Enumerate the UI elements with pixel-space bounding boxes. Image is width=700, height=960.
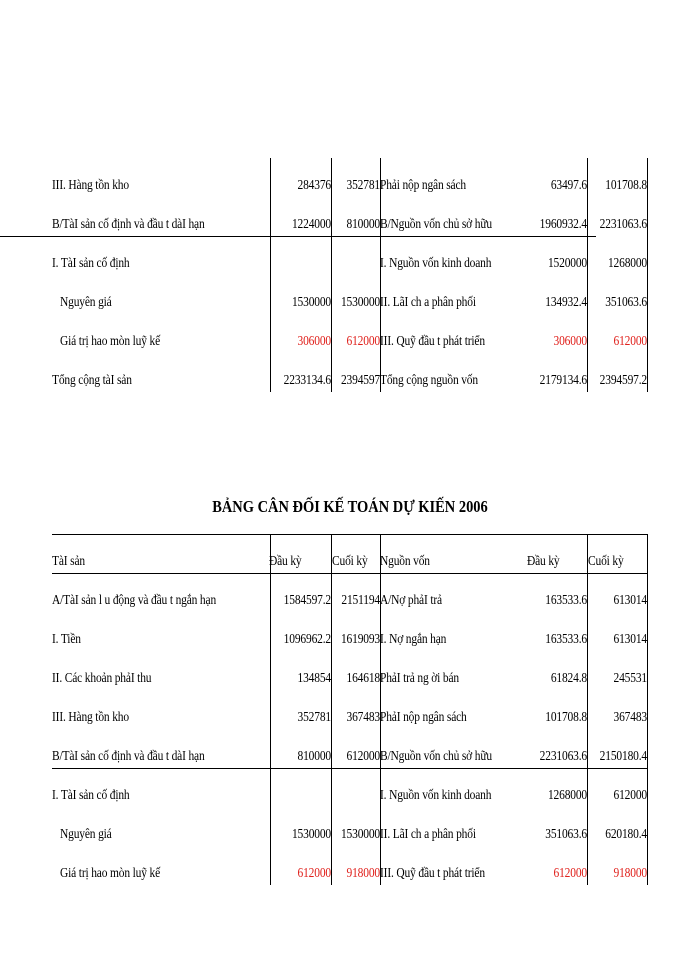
header-begin: Đầu kỳ	[527, 554, 560, 569]
cell-begin: 612000	[553, 866, 587, 881]
cell-begin: 306000	[297, 334, 331, 349]
cell-source-name: Phải nộp ngân sách	[380, 178, 467, 193]
cell-asset-name: Nguyên giá	[60, 827, 112, 842]
cell-source-name: III. Quỹ đầu t phát triển	[380, 866, 485, 881]
cell-source-name: II. LãI ch a phân phối	[380, 827, 476, 842]
table-row	[52, 729, 648, 768]
cell-begin: 134932.4	[545, 295, 587, 310]
cell-source-name: I. Nợ ngắn hạn	[380, 632, 447, 647]
cell-asset-name: B/TàI sản cố định và đầu t dàI hạn	[52, 749, 205, 764]
cell-begin: 1530000	[291, 827, 331, 842]
cell-source-name: B/Nguồn vốn chủ sở hữu	[380, 217, 493, 232]
cell-begin: 2179134.6	[539, 373, 587, 388]
cell-asset-name: I. TàI sản cố định	[52, 256, 130, 271]
cell-source-name: PhảI trả ng ời bán	[380, 671, 460, 686]
cell-end: 918000	[613, 866, 647, 881]
cell-begin: 63497.6	[550, 178, 587, 193]
cell-end: 367483	[346, 710, 380, 725]
cell-end: 1619093	[340, 632, 380, 647]
cell-begin: 101708.8	[545, 710, 587, 725]
cell-end: 101708.8	[605, 178, 647, 193]
cell-end: 612000	[613, 788, 647, 803]
cell-end: 164618	[346, 671, 380, 686]
cell-begin: 1268000	[547, 788, 587, 803]
cell-end: 620180.4	[605, 827, 647, 842]
cell-source-name: A/Nợ phảI trả	[380, 593, 442, 608]
cell-asset-name: III. Hàng tồn kho	[52, 178, 129, 193]
cell-end: 612000	[346, 334, 380, 349]
cell-end: 367483	[613, 710, 647, 725]
cell-asset-name: Giá trị hao mòn luỹ kế	[60, 866, 161, 881]
table-row-total	[52, 353, 648, 392]
table-header-row	[52, 534, 648, 573]
cell-end: 2150180.4	[599, 749, 647, 764]
cell-source-name: III. Quỹ đầu t phát triển	[380, 334, 485, 349]
cell-end: 1530000	[340, 295, 380, 310]
table-row	[52, 197, 648, 236]
cell-end: 918000	[346, 866, 380, 881]
table-row	[52, 573, 648, 612]
table-row	[52, 612, 648, 651]
cell-end: 351063.6	[605, 295, 647, 310]
table-row	[52, 846, 648, 885]
cell-begin: 163533.6	[545, 593, 587, 608]
cell-source-name: Tổng cộng nguồn vốn	[380, 373, 478, 388]
header-end: Cuối kỳ	[332, 554, 368, 569]
cell-begin: 2233134.6	[283, 373, 331, 388]
cell-begin: 306000	[553, 334, 587, 349]
cell-begin: 284376	[297, 178, 331, 193]
table-row	[52, 651, 648, 690]
cell-source-name: II. LãI ch a phân phối	[380, 295, 476, 310]
cell-asset-name: I. Tiền	[52, 632, 81, 647]
cell-begin: 2231063.6	[539, 749, 587, 764]
table-title: BẢNG CÂN ĐỐI KẾ TOÁN DỰ KIẾN 2006	[212, 497, 488, 516]
cell-end: 1268000	[607, 256, 647, 271]
cell-begin: 1096962.2	[283, 632, 331, 647]
cell-source-name: B/Nguồn vốn chủ sở hữu	[380, 749, 493, 764]
cell-end: 2394597	[340, 373, 380, 388]
cell-asset-name: Giá trị hao mòn luỹ kế	[60, 334, 161, 349]
cell-asset-name: B/TàI sản cố định và đầu t dàI hạn	[52, 217, 205, 232]
cell-end: 2231063.6	[599, 217, 647, 232]
table-row	[52, 275, 648, 314]
cell-begin: 352781	[297, 710, 331, 725]
cell-begin: 810000	[297, 749, 331, 764]
cell-asset-name: Nguyên giá	[60, 295, 112, 310]
cell-asset-name: II. Các khoản phảI thu	[52, 671, 152, 686]
cell-asset-name: III. Hàng tồn kho	[52, 710, 129, 725]
table-row	[52, 158, 648, 197]
cell-end: 1530000	[340, 827, 380, 842]
cell-end: 612000	[346, 749, 380, 764]
cell-end: 810000	[346, 217, 380, 232]
cell-end: 613014	[613, 632, 647, 647]
cell-end: 612000	[613, 334, 647, 349]
table-row	[52, 236, 648, 275]
cell-end: 352781	[346, 178, 380, 193]
cell-begin: 1530000	[291, 295, 331, 310]
cell-begin: 1584597.2	[283, 593, 331, 608]
cell-end: 2151194	[341, 593, 380, 608]
table-row	[52, 807, 648, 846]
cell-begin: 1520000	[547, 256, 587, 271]
table-row	[52, 314, 648, 353]
cell-end: 2394597.2	[599, 373, 647, 388]
header-end: Cuối kỳ	[588, 554, 624, 569]
cell-asset-name: A/TàI sản l u động và đầu t ngắn hạn	[52, 593, 217, 608]
header-sources: Nguồn vốn	[380, 554, 430, 569]
cell-begin: 1224000	[291, 217, 331, 232]
cell-begin: 612000	[297, 866, 331, 881]
cell-begin: 351063.6	[545, 827, 587, 842]
header-begin: Đầu kỳ	[269, 554, 302, 569]
table-row	[52, 690, 648, 729]
cell-asset-name: I. TàI sản cố định	[52, 788, 130, 803]
cell-begin: 134854	[297, 671, 331, 686]
table-row	[52, 768, 648, 807]
cell-begin: 1960932.4	[539, 217, 587, 232]
cell-begin: 61824.8	[550, 671, 587, 686]
cell-end: 613014	[613, 593, 647, 608]
cell-source-name: I. Nguồn vốn kinh doanh	[380, 256, 492, 271]
cell-source-name: I. Nguồn vốn kinh doanh	[380, 788, 492, 803]
cell-asset-name: Tổng cộng tàI sản	[52, 373, 132, 388]
header-assets: TàI sản	[52, 554, 85, 569]
cell-begin: 163533.6	[545, 632, 587, 647]
cell-source-name: PhảI nộp ngân sách	[380, 710, 467, 725]
cell-end: 245531	[613, 671, 647, 686]
